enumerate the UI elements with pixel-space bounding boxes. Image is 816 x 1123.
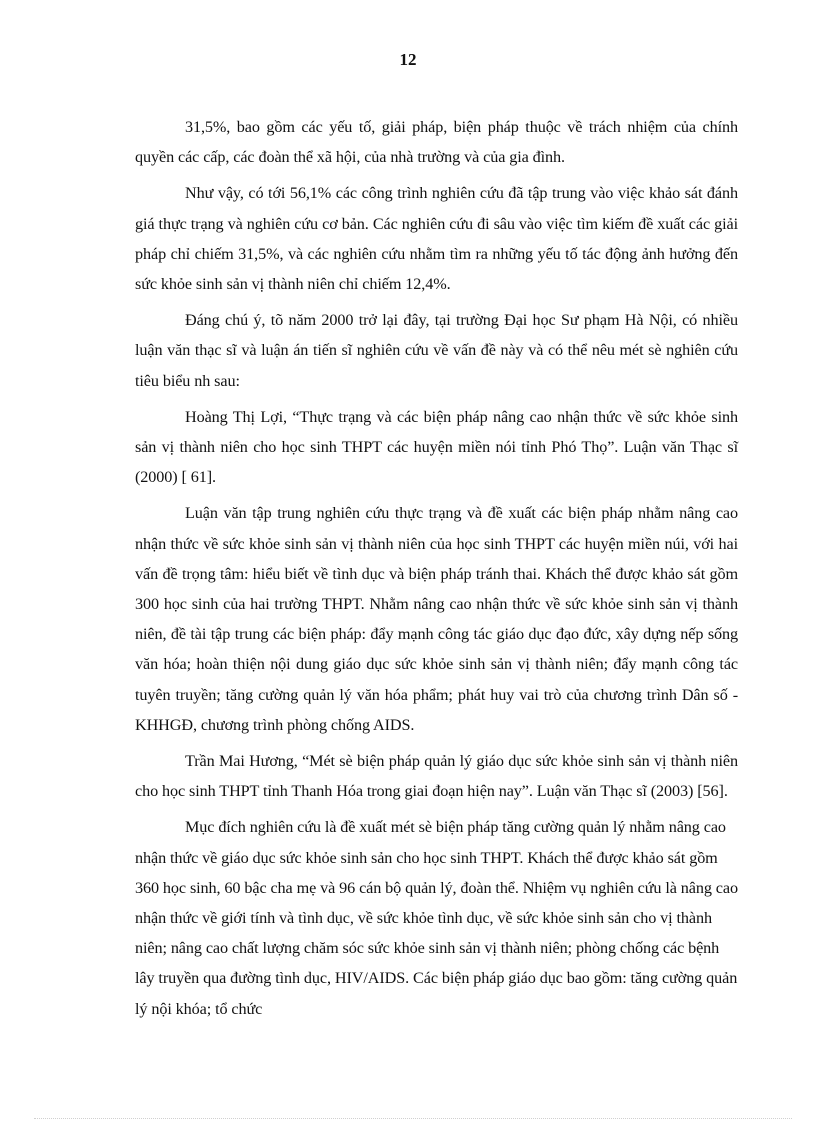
paragraph-5: Luận văn tập trung nghiên cứu thực trạng và đề xuất các biện pháp nhằm nâng cao nhận thức về sức khỏe sinh sản vị thành niên của học sinh THPT các huyện miền núi, với hai vấn đề trọng tâm: hiểu biết về tình dục và biện pháp tránh thai. Khách thể được khảo sát gồm 300 học sinh của hai trường THPT. Nhằm nâng cao nhận thức về sức khỏe sinh sản vị thành niên, đề tài tập trung các biện pháp: đẩy mạnh công tác giáo dục đạo đức, xây dựng nếp sống văn hóa; hoàn thiện nội dung giáo dục sức khỏe sinh sản vị thành niên; đẩy mạnh công tác tuyên truyền; tăng cường quản lý văn hóa phẩm; phát huy vai trò của chương trình Dân số - KHHGĐ, chương trình phòng chống AIDS.	[135, 504, 738, 734]
paragraph-1: 31,5%, bao gồm các yếu tố, giải pháp, biện pháp thuộc về trách nhiệm của chính quyền các cấp, các đoàn thể xã hội, của nhà trường và của gia đình.	[135, 118, 738, 167]
page-bottom-divider	[34, 1118, 792, 1119]
paragraph-2: Như vậy, có tới 56,1% các công trình nghiên cứu đã tập trung vào việc khảo sát đánh giá thực trạng và nghiên cứu cơ bản. Các nghiên cứu đi sâu vào việc tìm kiếm đề xuất các giải pháp chỉ chiếm 31,5%, và các nghiên cứu nhằm tìm ra những yếu tố tác động ảnh hưởng đến sức khỏe sinh sản vị thành niên chỉ chiếm 12,4%.	[135, 184, 738, 294]
page-number: 12	[399, 50, 417, 69]
paragraph-3: Đáng chú ý, tõ năm 2000 trở lại đây, tại trường Đại học Sư phạm Hà Nội, có nhiều luận văn thạc sĩ và luận án tiến sĩ nghiên cứu về vấn đề này và có thể nêu mét sè nghiên cứu tiêu biểu nh sau:	[135, 311, 738, 390]
paragraph-7: Mục đích nghiên cứu là đề xuất mét sè biện pháp tăng cường quản lý nhằm nâng cao nhận thức về giáo dục sức khỏe sinh sản cho học sinh THPT. Khách thể được khảo sát gồm 360 học sinh, 60 bậc cha mẹ và 96 cán bộ quản lý, đoàn thể. Nhiệm vụ nghiên cứu là nâng cao nhận thức về giới tính và tình dục, về sức khỏe tình dục, về sức khỏe sinh sản cho vị thành niên; nâng cao chất lượng chăm sóc sức khỏe sinh sản vị thành niên; phòng chống các bệnh lây truyền qua đường tình dục, HIV/AIDS. Các biện pháp giáo dục bao gồm: tăng cường quản lý nội khóa; tổ chức	[135, 818, 738, 1018]
paragraph-6: Trần Mai Hương, “Mét sè biện pháp quản lý giáo dục sức khỏe sinh sản vị thành niên cho học sinh THPT tỉnh Thanh Hóa trong giai đoạn hiện nay”. Luận văn Thạc sĩ (2003) [56].	[135, 752, 738, 801]
document-body	[135, 112, 738, 1030]
paragraph-4: Hoàng Thị Lợi, “Thực trạng và các biện pháp nâng cao nhận thức về sức khỏe sinh sản vị thành niên cho học sinh THPT các huyện miền nói tỉnh Phó Thọ”. Luận văn Thạc sĩ (2000) [ 61].	[135, 407, 738, 487]
